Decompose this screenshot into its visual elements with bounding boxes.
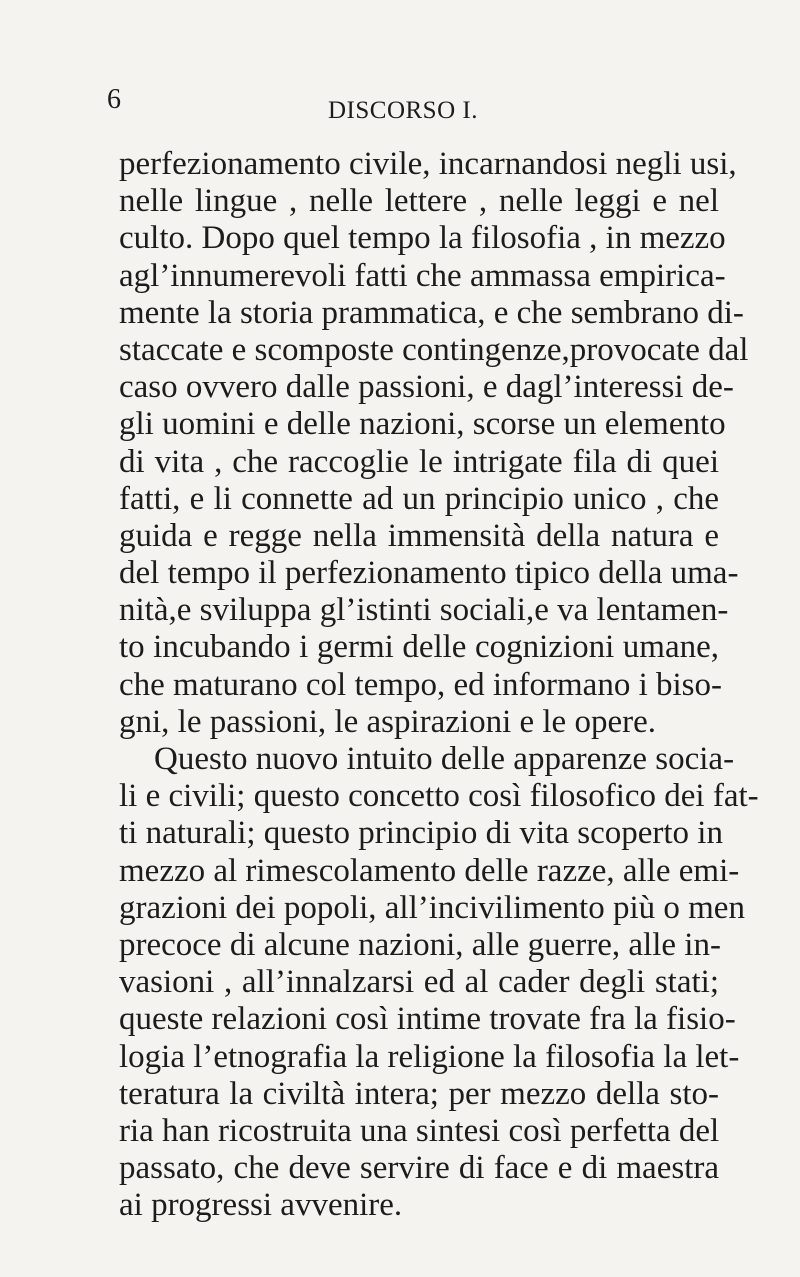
text-line: vasioni , all’innalzarsi ed al cader degli stati; <box>119 964 719 1001</box>
text-line: caso ovvero dalle passioni, e dagl’interessi de- <box>119 369 734 406</box>
text-line: Questo nuovo intuito delle apparenze socia- <box>154 741 735 777</box>
text-line: del tempo il perfezionamento tipico della uma- <box>119 555 739 592</box>
text-line: agl’innumerevoli fatti che ammassa empirica- <box>119 257 726 294</box>
text-line: ai progressi avvenire. <box>119 1187 403 1224</box>
text-line: li e civili; questo concetto così filosofico dei fat- <box>119 778 759 815</box>
text-line: grazioni dei popoli, all’incivilimento più o men <box>119 889 745 926</box>
text-line: che maturano col tempo, ed informano i biso- <box>119 666 722 703</box>
text-line: fatti, e li connette ad un principio unico , che <box>119 480 719 517</box>
text-line: culto. Dopo quel tempo la filosofia , in mezzo <box>119 220 726 257</box>
body-text <box>119 146 759 1224</box>
text-line: guida e regge nella immensità della natura e <box>119 517 719 554</box>
text-line: gli uomini e delle nazioni, scorse un elemento <box>119 406 726 443</box>
text-line: to incubando i germi delle cognizioni umane, <box>119 629 719 666</box>
text-line: mente la storia prammatica, e che sembrano di- <box>119 294 744 331</box>
text-line: teratura la civiltà intera; per mezzo della sto- <box>119 1075 719 1112</box>
text-line: queste relazioni così intime trovate fra la fisio- <box>119 1001 736 1038</box>
text-line: passato, che deve servire di face e di maestra <box>119 1150 719 1187</box>
page-number: 6 <box>107 84 121 115</box>
text-line: nità,e sviluppa gl’istinti sociali,e va lentamen- <box>119 592 729 629</box>
text-line: ti naturali; questo principio di vita scoperto in <box>119 815 723 852</box>
text-line: perfezionamento civile, incarnandosi negli usi, <box>119 146 737 182</box>
text-line: gni, le passioni, le aspirazioni e le opere. <box>119 703 656 740</box>
text-line: logia l’etnografia la religione la filosofia la let- <box>119 1038 740 1075</box>
text-line: di vita , che raccoglie le intrigate fila di quei <box>119 443 719 480</box>
text-line: nelle lingue , nelle lettere , nelle leggi e nel <box>119 183 719 220</box>
text-line: precoce di alcune nazioni, alle guerre, alle in- <box>119 926 721 963</box>
text-line: mezzo al rimescolamento delle razze, alle emi- <box>119 852 740 889</box>
text-line: ria han ricostruita una sintesi così perfetta del <box>119 1112 720 1149</box>
text-line: staccate e scomposte contingenze,provocate dal <box>119 331 749 368</box>
running-head: DISCORSO I. <box>328 97 478 124</box>
